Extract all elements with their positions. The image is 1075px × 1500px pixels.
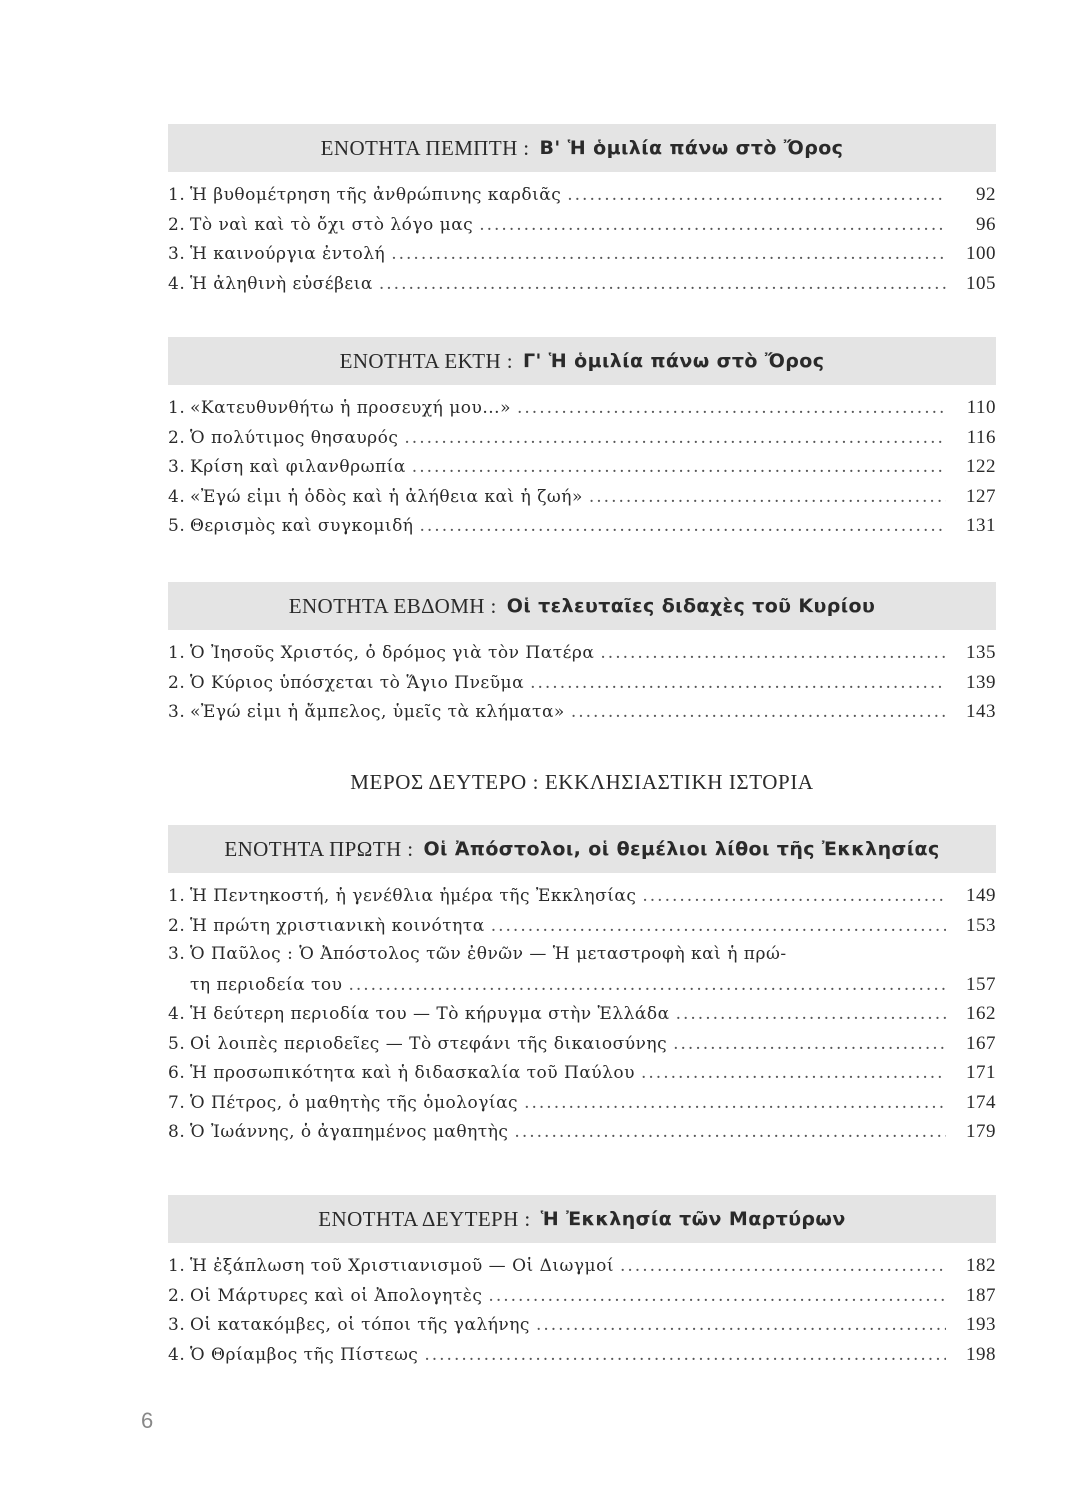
dot-leader [419, 516, 946, 536]
dot-leader [536, 1315, 946, 1335]
section-seventh [168, 582, 996, 731]
entry-number: 1. [168, 398, 186, 418]
entry-title: Ἡ βυθομέτρηση τῆς ἀνθρώπινης καρδιᾶς [190, 185, 562, 205]
entry-page: 193 [966, 1314, 996, 1335]
entry-page: 100 [966, 243, 996, 264]
entry-page: 153 [966, 914, 996, 936]
section-header [168, 337, 996, 385]
entry-number: 1. [168, 643, 186, 663]
entry-title: Ἡ πρώτη χριστιανικὴ κοινότητα [190, 915, 485, 936]
section-header [168, 1195, 996, 1243]
entry-number: 2. [168, 1285, 186, 1306]
entry-title: «Κατευθυνθήτω ἡ προσευχή μου...» [190, 398, 511, 418]
dot-leader [479, 215, 946, 235]
section-sixth [168, 337, 996, 545]
entry-title: Ἡ προσωπικότητα καὶ ἡ διδασκαλία τοῦ Παύλου [190, 1063, 635, 1083]
entry-page: 171 [966, 1062, 996, 1083]
entry-number: 3. [168, 457, 186, 477]
dot-leader [673, 1034, 946, 1054]
entry-page: 96 [976, 213, 996, 235]
section-fifth [168, 124, 996, 302]
page-number: 6 [141, 1408, 154, 1433]
section-title: Οἱ τελευταῖες διδαχὲς τοῦ Κυρίου [506, 595, 876, 617]
section-label: ΕΝΟΤΗΤΑ ΕΚΤΗ : [339, 348, 513, 373]
toc-entry[interactable] [168, 1314, 996, 1344]
entry-title: Ὁ πολύτιμος θησαυρός [190, 427, 399, 448]
entry-number: 7. [168, 1092, 186, 1113]
dot-leader [589, 487, 946, 507]
entry-page: 198 [966, 1343, 996, 1365]
entry-list [168, 397, 996, 545]
entry-number: 1. [168, 1256, 186, 1276]
entry-title: Οἱ κατακόμβες, οἱ τόποι τῆς γαλήνης [190, 1315, 530, 1335]
dot-leader [642, 886, 946, 906]
entry-page: 122 [966, 456, 996, 477]
dot-leader [517, 398, 946, 418]
section-label: ΕΝΟΤΗΤΑ ΠΡΩΤΗ : [224, 836, 414, 861]
entry-page: 179 [966, 1121, 996, 1142]
entry-title: Ἡ ἀληθινὴ εὐσέβεια [190, 273, 373, 294]
entry-number: 2. [168, 915, 186, 936]
dot-leader [514, 1122, 946, 1142]
entry-title: «Ἐγώ εἰμι ἡ ἄμπελος, ὑμεῖς τὰ κλήματα» [190, 702, 565, 722]
toc-entry[interactable] [168, 1344, 996, 1374]
section-second [168, 1195, 996, 1373]
section-title: Β' Ἡ ὁμιλία πάνω στὸ Ὄρος [539, 137, 844, 159]
dot-leader [571, 702, 946, 722]
entry-title: Οἱ Μάρτυρες καὶ οἱ Ἀπολογητὲς [190, 1285, 483, 1306]
toc-entry[interactable] [168, 915, 996, 945]
entry-page: 135 [966, 642, 996, 663]
dot-leader [491, 916, 946, 936]
entry-page: 105 [966, 272, 996, 294]
entry-number: 3. [168, 944, 186, 964]
toc-entry[interactable] [168, 672, 996, 702]
entry-list [168, 1255, 996, 1373]
entry-title: Ἡ καινούργια ἐντολή [190, 244, 386, 264]
entry-page: 157 [966, 973, 996, 995]
entry-title: Ὁ Κύριος ὑπόσχεται τὸ Ἅγιο Πνεῦμα [190, 672, 525, 693]
section-label: ΕΝΟΤΗΤΑ ΠΕΜΠΤΗ : [320, 135, 530, 160]
toc-entry[interactable] [168, 1092, 996, 1122]
dot-leader [412, 457, 946, 477]
entry-title: Ὁ Ἰωάννης, ὁ ἀγαπημένος μαθητὴς [190, 1122, 509, 1142]
toc-entry[interactable] [168, 1285, 996, 1315]
entry-number: 4. [168, 486, 186, 507]
entry-list [168, 885, 996, 1151]
entry-number: 6. [168, 1063, 186, 1083]
entry-title: Ἡ δεύτερη περιοδία του — Τὸ κήρυγμα στὴν Ἑλλάδα [190, 1004, 670, 1024]
toc-entry[interactable] [168, 701, 996, 731]
entry-number: 3. [168, 702, 186, 722]
entry-number: 5. [168, 516, 186, 536]
dot-leader [379, 274, 946, 294]
section-title: Ἡ Ἐκκλησία τῶν Μαρτύρων [540, 1208, 846, 1230]
entry-page: 131 [966, 515, 996, 536]
section-label: ΕΝΟΤΗΤΑ ΔΕΥΤΕΡΗ : [318, 1206, 531, 1231]
entry-page: 143 [966, 701, 996, 722]
toc-entry[interactable] [168, 1121, 996, 1151]
entry-page: 162 [966, 1003, 996, 1024]
section-title: Γ' Ἡ ὁμιλία πάνω στὸ Ὄρος [522, 350, 825, 372]
entry-number: 3. [168, 244, 186, 264]
entry-title: Ὁ Πέτρος, ὁ μαθητὴς τῆς ὁμολογίας [190, 1092, 519, 1113]
entry-page: 167 [966, 1032, 996, 1054]
entry-title: Οἱ λοιπὲς περιοδεῖες — Τὸ στεφάνι τῆς δικαιοσύνης [190, 1033, 668, 1054]
dot-leader [424, 1345, 946, 1365]
entry-page: 187 [966, 1284, 996, 1306]
dot-leader [391, 244, 946, 264]
dot-leader [620, 1256, 946, 1276]
dot-leader [348, 975, 946, 995]
entry-title: Κρίση καὶ φιλανθρωπία [190, 457, 406, 477]
entry-page: 116 [966, 426, 996, 448]
section-first [168, 825, 996, 1151]
entry-page: 110 [966, 397, 996, 418]
section-header [168, 124, 996, 172]
entry-title-continued: τη περιοδεία του [190, 974, 343, 995]
entry-page: 127 [966, 485, 996, 507]
toc-entry[interactable] [168, 642, 996, 672]
toc-entry[interactable] [168, 243, 996, 273]
toc-entry[interactable] [168, 486, 996, 516]
entry-title: Ἡ ἐξάπλωση τοῦ Χριστιανισμοῦ — Οἱ Διωγμοί [190, 1256, 614, 1276]
section-header [168, 825, 996, 873]
toc-entry[interactable] [168, 515, 996, 545]
section-label: ΕΝΟΤΗΤΑ ΕΒΔΟΜΗ : [288, 593, 497, 618]
entry-page: 92 [976, 184, 996, 205]
toc-entry[interactable] [168, 944, 996, 974]
toc-entry[interactable] [168, 1255, 996, 1285]
entry-number: 4. [168, 1344, 186, 1365]
toc-entry[interactable] [168, 214, 996, 244]
entry-number: 1. [168, 185, 186, 205]
toc-entry[interactable] [168, 397, 996, 427]
entry-number: 1. [168, 886, 186, 906]
section-header [168, 582, 996, 630]
entry-number: 2. [168, 427, 186, 448]
entry-number: 4. [168, 273, 186, 294]
toc-entry[interactable] [168, 885, 996, 915]
entry-number: 4. [168, 1004, 186, 1024]
dot-leader [676, 1004, 946, 1024]
part-title: ΜΕΡΟΣ ΔΕΥΤΕΡΟ : ΕΚΚΛΗΣΙΑΣΤΙΚΗ ΙΣΤΟΡΙΑ [350, 770, 814, 794]
section-title: Οἱ Ἀπόστολοι, οἱ θεμέλιοι λίθοι τῆς Ἐκκλησίας [423, 838, 940, 860]
entry-title: Ὁ Ἰησοῦς Χριστός, ὁ δρόμος γιὰ τὸν Πατέρα [190, 643, 595, 663]
entry-title: «Ἐγώ εἰμι ἡ ὁδὸς καὶ ἡ ἀλήθεια καὶ ἡ ζωή» [190, 486, 583, 507]
entry-title: Ὁ Θρίαμβος τῆς Πίστεως [190, 1344, 419, 1365]
toc-entry[interactable] [168, 1003, 996, 1033]
entry-number: 2. [168, 672, 186, 693]
entry-page: 174 [966, 1091, 996, 1113]
entry-page: 139 [966, 671, 996, 693]
dot-leader [404, 428, 946, 448]
entry-list [168, 184, 996, 302]
entry-number: 8. [168, 1122, 186, 1142]
toc-entry[interactable] [168, 1033, 996, 1063]
toc-entry[interactable] [168, 184, 996, 214]
entry-number: 2. [168, 214, 186, 235]
entry-title: Τὸ ναὶ καὶ τὸ ὄχι στὸ λόγο μας [190, 214, 474, 235]
dot-leader [600, 643, 946, 663]
entry-number: 5. [168, 1033, 186, 1054]
toc-entry[interactable] [168, 1062, 996, 1092]
dot-leader [488, 1286, 946, 1306]
entry-title: Ἡ Πεντηκοστή, ἡ γενέθλια ἡμέρα τῆς Ἐκκλησίας [190, 886, 637, 906]
toc-entry[interactable] [168, 273, 996, 303]
toc-entry-continuation[interactable] [168, 974, 996, 1004]
dot-leader [641, 1063, 946, 1083]
entry-title: Ὁ Παῦλος : Ὁ Ἀπόστολος τῶν ἐθνῶν — Ἡ μεταστροφὴ καὶ ἡ πρώ- [190, 944, 787, 964]
dot-leader [530, 673, 946, 693]
entry-number: 3. [168, 1315, 186, 1335]
toc-entry[interactable] [168, 456, 996, 486]
entry-title: Θερισμὸς καὶ συγκομιδή [190, 516, 414, 536]
dot-leader [567, 185, 946, 205]
entry-list [168, 642, 996, 731]
entry-page: 149 [966, 885, 996, 906]
dot-leader [524, 1093, 946, 1113]
entry-page: 182 [966, 1255, 996, 1276]
toc-entry[interactable] [168, 427, 996, 457]
